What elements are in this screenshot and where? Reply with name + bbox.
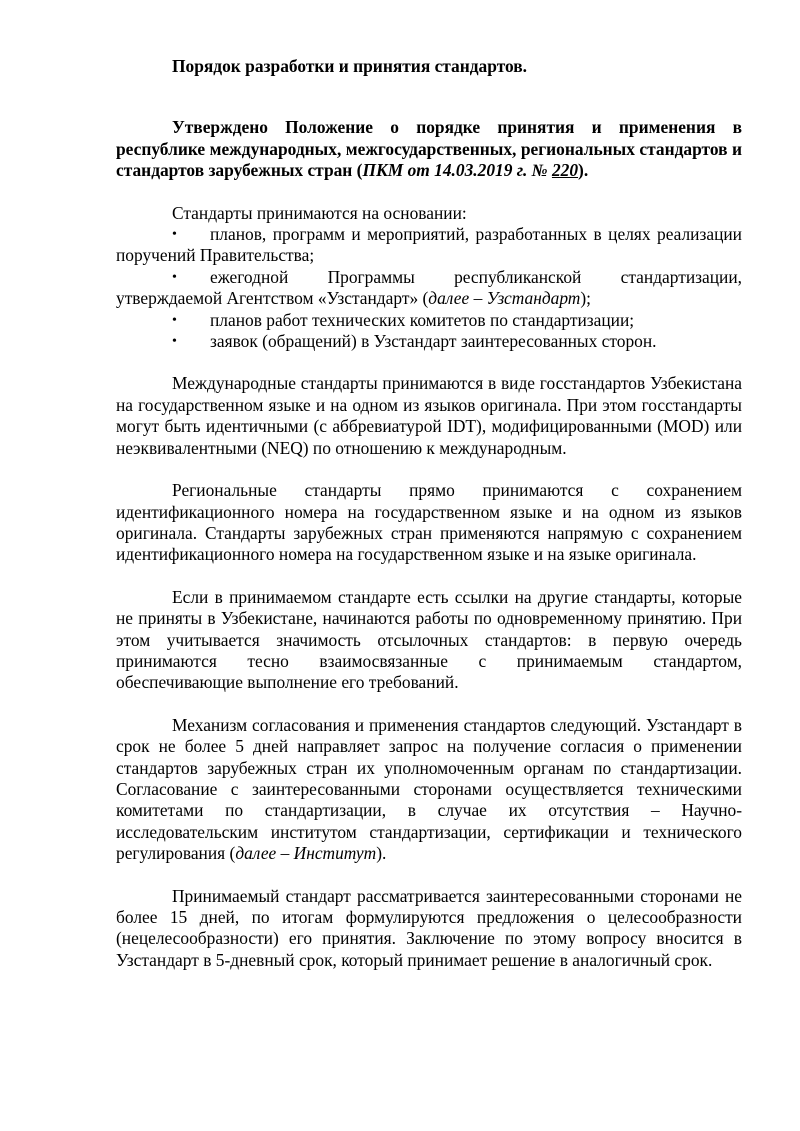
bullet-icon: • xyxy=(172,227,177,243)
list-item-abbrev: далее – Узстандарт xyxy=(428,288,581,309)
bullet-icon: • xyxy=(172,269,177,285)
spacer xyxy=(116,182,742,203)
list-item-text: планов, программ и мероприятий, разработанных в целях реализации поручений Правительства; xyxy=(116,224,742,266)
mechanism-abbrev: далее – Институт xyxy=(235,843,377,864)
list-item xyxy=(116,331,742,352)
document-page xyxy=(116,56,742,971)
list-item-text: ежегодной Программы республиканской стандартизации, утверждаемой Агентством «Узстандарт» ( xyxy=(116,266,742,309)
basis-intro: Стандарты принимаются на основании: xyxy=(172,202,467,223)
spacer xyxy=(116,352,742,373)
paragraph-references: Если в принимаемом стандарте есть ссылки на другие стандарты, которые не приняты в Узбекистане, начинаются работы по одновременному принятию. При этом учитывается значимость отсылочных стандартов: в первую очередь принимаются тесно взаимосвязанные с принимаемым стандартом, обеспечивающие выполнение его требований. xyxy=(116,586,742,693)
approval-text: Утверждено Положение о порядке принятия и применения в республике международных, межгосударственных, региональных стандартов и стандартов зарубежных стран ( xyxy=(116,117,742,181)
spacer xyxy=(116,566,742,587)
list-item-text: планов работ технических комитетов по стандартизации; xyxy=(210,309,635,330)
decree-number: 220 xyxy=(551,160,579,181)
bullet-icon: • xyxy=(172,312,177,328)
mechanism-tail: ). xyxy=(376,843,387,864)
paragraph-mechanism xyxy=(116,715,742,865)
bullet-icon: • xyxy=(172,334,177,350)
paragraph-regional: Региональные стандарты прямо принимаются с сохранением идентификационного номера на государственном языке и на одном из языков оригинала. Стандарты зарубежных стран применяются напрямую с сохранением идентификационного номера на государственном языке и на языке оригинала. xyxy=(116,480,742,565)
document-title: Порядок разработки и принятия стандартов. xyxy=(172,56,528,76)
spacer xyxy=(116,459,742,480)
spacer xyxy=(116,694,742,715)
list-item-text: заявок (обращений) в Узстандарт заинтересованных сторон. xyxy=(210,331,657,352)
mechanism-text: Механизм согласования и применения стандартов следующий. Узстандарт в срок не более 5 дней направляет запрос на получение согласия о применении стандартов зарубежных стран их уполномоченным органам по стандартизации. Согласование с заинтересованными сторонами осуществляется техническими комитетами по стандартизации, в случае их отсутствия – Научно-исследовательским институтом стандартизации, сертификации и технического регулирования ( xyxy=(116,714,742,864)
paragraph-review: Принимаемый стандарт рассматривается заинтересованными сторонами не более 15 дней, по итогам формулируются предложения о целесообразности (нецелесообразности) его принятия. Заключение по этому вопросу вносится в Узстандарт в 5-дневный срок, который принимает решение в аналогичный срок. xyxy=(116,885,742,970)
list-item xyxy=(116,310,742,331)
paragraph-international: Международные стандарты принимаются в виде госстандартов Узбекистана на государственном языке и на одном из языков оригинала. При этом госстандарты могут быть идентичными (с аббревиатурой IDT), модифицированными (MOD) или неэквивалентными (NEQ) по отношению к международным. xyxy=(116,373,742,458)
decree-reference: ПКМ от 14.03.2019 г. № xyxy=(362,160,552,181)
approval-statement xyxy=(116,117,742,181)
list-item xyxy=(116,224,742,267)
list-item-tail: ); xyxy=(580,288,591,309)
list-item xyxy=(116,267,742,310)
spacer xyxy=(116,865,742,886)
approval-close: ). xyxy=(578,160,589,181)
